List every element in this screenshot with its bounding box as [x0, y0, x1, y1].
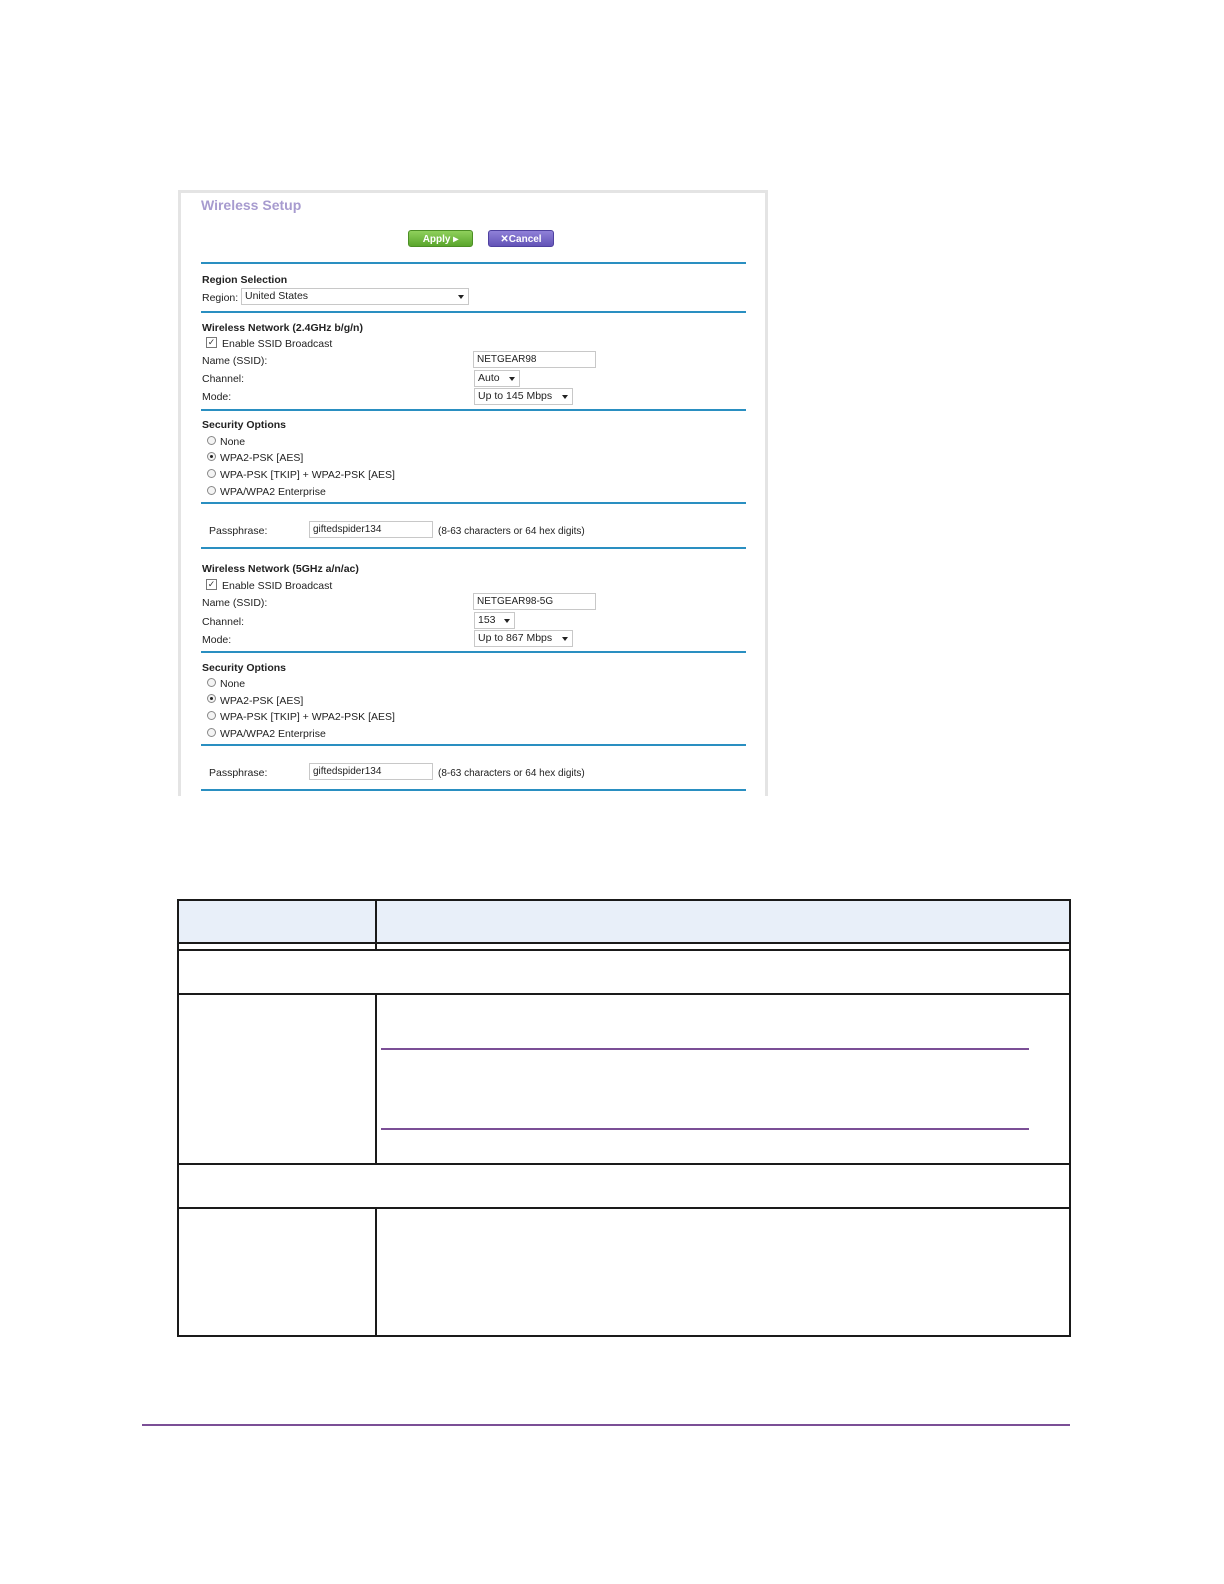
- passphrase-24-input[interactable]: giftedspider134: [309, 521, 433, 538]
- net24-heading: Wireless Network (2.4GHz b/g/n): [202, 322, 363, 334]
- security-24-none-label: None: [220, 436, 246, 448]
- mode-24-select[interactable]: [474, 388, 573, 405]
- enable-ssid-24-label: Enable SSID Broadcast: [222, 338, 333, 350]
- net5-heading: Wireless Network (5GHz a/n/ac): [202, 563, 359, 575]
- table-rule: [177, 1207, 1071, 1209]
- channel-24-label: Channel:: [202, 373, 245, 385]
- x-icon: ✕: [500, 234, 509, 245]
- mode-5-select[interactable]: [474, 630, 573, 647]
- security-5-enterprise-label: WPA/WPA2 Enterprise: [220, 728, 326, 740]
- table-border-bottom: [177, 1335, 1071, 1337]
- region-heading: Region Selection: [202, 274, 288, 286]
- passphrase-5-hint: (8-63 characters or 64 hex digits): [438, 768, 585, 779]
- footer-rule: [142, 1424, 1070, 1426]
- security-5-enterprise-radio[interactable]: [207, 728, 216, 737]
- ssid-5-input[interactable]: NETGEAR98-5G: [473, 593, 596, 610]
- enable-ssid-5-label: Enable SSID Broadcast: [222, 580, 333, 592]
- page-title: Wireless Setup: [201, 197, 302, 213]
- separator: [201, 311, 746, 313]
- security-24-none-radio[interactable]: [207, 436, 216, 445]
- chevron-down-icon: [504, 619, 510, 623]
- region-label: Region:: [202, 292, 239, 304]
- table-border-top: [177, 899, 1071, 901]
- security-5-heading: Security Options: [202, 662, 287, 674]
- security-24-mixed-radio[interactable]: [207, 469, 216, 478]
- chevron-down-icon: [509, 377, 515, 381]
- separator: [201, 409, 746, 411]
- note-rule: [381, 1128, 1029, 1130]
- table-column-divider: [375, 1207, 377, 1337]
- security-24-enterprise-radio[interactable]: [207, 486, 216, 495]
- mode-24-label: Mode:: [202, 391, 232, 403]
- passphrase-5-label: Passphrase:: [209, 767, 268, 779]
- separator: [201, 744, 746, 746]
- security-24-heading: Security Options: [202, 419, 287, 431]
- security-24-mixed-label: WPA-PSK [TKIP] + WPA2-PSK [AES]: [220, 469, 395, 481]
- mode-5-value: Up to 867 Mbps: [478, 632, 553, 644]
- security-24-wpa2-radio[interactable]: [207, 452, 216, 461]
- chevron-down-icon: [562, 637, 568, 641]
- separator: [201, 262, 746, 264]
- passphrase-5-input[interactable]: giftedspider134: [309, 763, 433, 780]
- enable-ssid-24-checkbox[interactable]: ✓: [207, 337, 216, 347]
- chevron-down-icon: [562, 395, 568, 399]
- mode-5-label: Mode:: [202, 634, 232, 646]
- separator: [201, 789, 746, 791]
- security-24-enterprise-label: WPA/WPA2 Enterprise: [220, 486, 326, 498]
- passphrase-24-label: Passphrase:: [209, 525, 268, 537]
- table-header-row: [179, 900, 1069, 943]
- cancel-button[interactable]: [488, 230, 554, 247]
- table-border-left: [177, 899, 179, 1337]
- security-5-mixed-label: WPA-PSK [TKIP] + WPA2-PSK [AES]: [220, 711, 395, 723]
- region-select[interactable]: [241, 288, 469, 305]
- table-border-right: [1069, 899, 1071, 1337]
- wireless-setup-panel: [178, 190, 768, 796]
- ssid-5-label: Name (SSID):: [202, 597, 268, 609]
- cancel-label: Cancel: [508, 234, 542, 245]
- mode-24-value: Up to 145 Mbps: [478, 390, 553, 402]
- security-24-wpa2-label: WPA2-PSK [AES]: [220, 452, 304, 464]
- security-5-mixed-radio[interactable]: [207, 711, 216, 720]
- apply-button[interactable]: Apply ▸: [408, 230, 473, 247]
- separator: [201, 651, 746, 653]
- enable-ssid-5-checkbox[interactable]: ✓: [207, 579, 216, 589]
- note-rule: [381, 1048, 1029, 1050]
- table-column-divider: [375, 899, 377, 951]
- table-rule: [177, 942, 1071, 944]
- channel-5-label: Channel:: [202, 616, 245, 628]
- channel-24-select[interactable]: [474, 370, 520, 387]
- security-5-wpa2-label: WPA2-PSK [AES]: [220, 695, 304, 707]
- separator: [201, 547, 746, 549]
- channel-5-select[interactable]: [474, 612, 515, 629]
- security-5-wpa2-radio[interactable]: [207, 694, 216, 703]
- chevron-down-icon: [458, 295, 464, 299]
- table-rule: [177, 1163, 1071, 1165]
- table-column-divider: [375, 993, 377, 1165]
- ssid-24-input[interactable]: NETGEAR98: [473, 351, 596, 368]
- separator: [201, 502, 746, 504]
- table-rule: [177, 949, 1071, 951]
- ssid-24-label: Name (SSID):: [202, 355, 268, 367]
- passphrase-24-hint: (8-63 characters or 64 hex digits): [438, 526, 585, 537]
- security-5-none-label: None: [220, 678, 246, 690]
- table-rule: [177, 993, 1071, 995]
- channel-5-value: 153: [478, 614, 496, 626]
- region-value: United States: [245, 290, 309, 302]
- security-5-none-radio[interactable]: [207, 678, 216, 687]
- channel-24-value: Auto: [478, 372, 500, 384]
